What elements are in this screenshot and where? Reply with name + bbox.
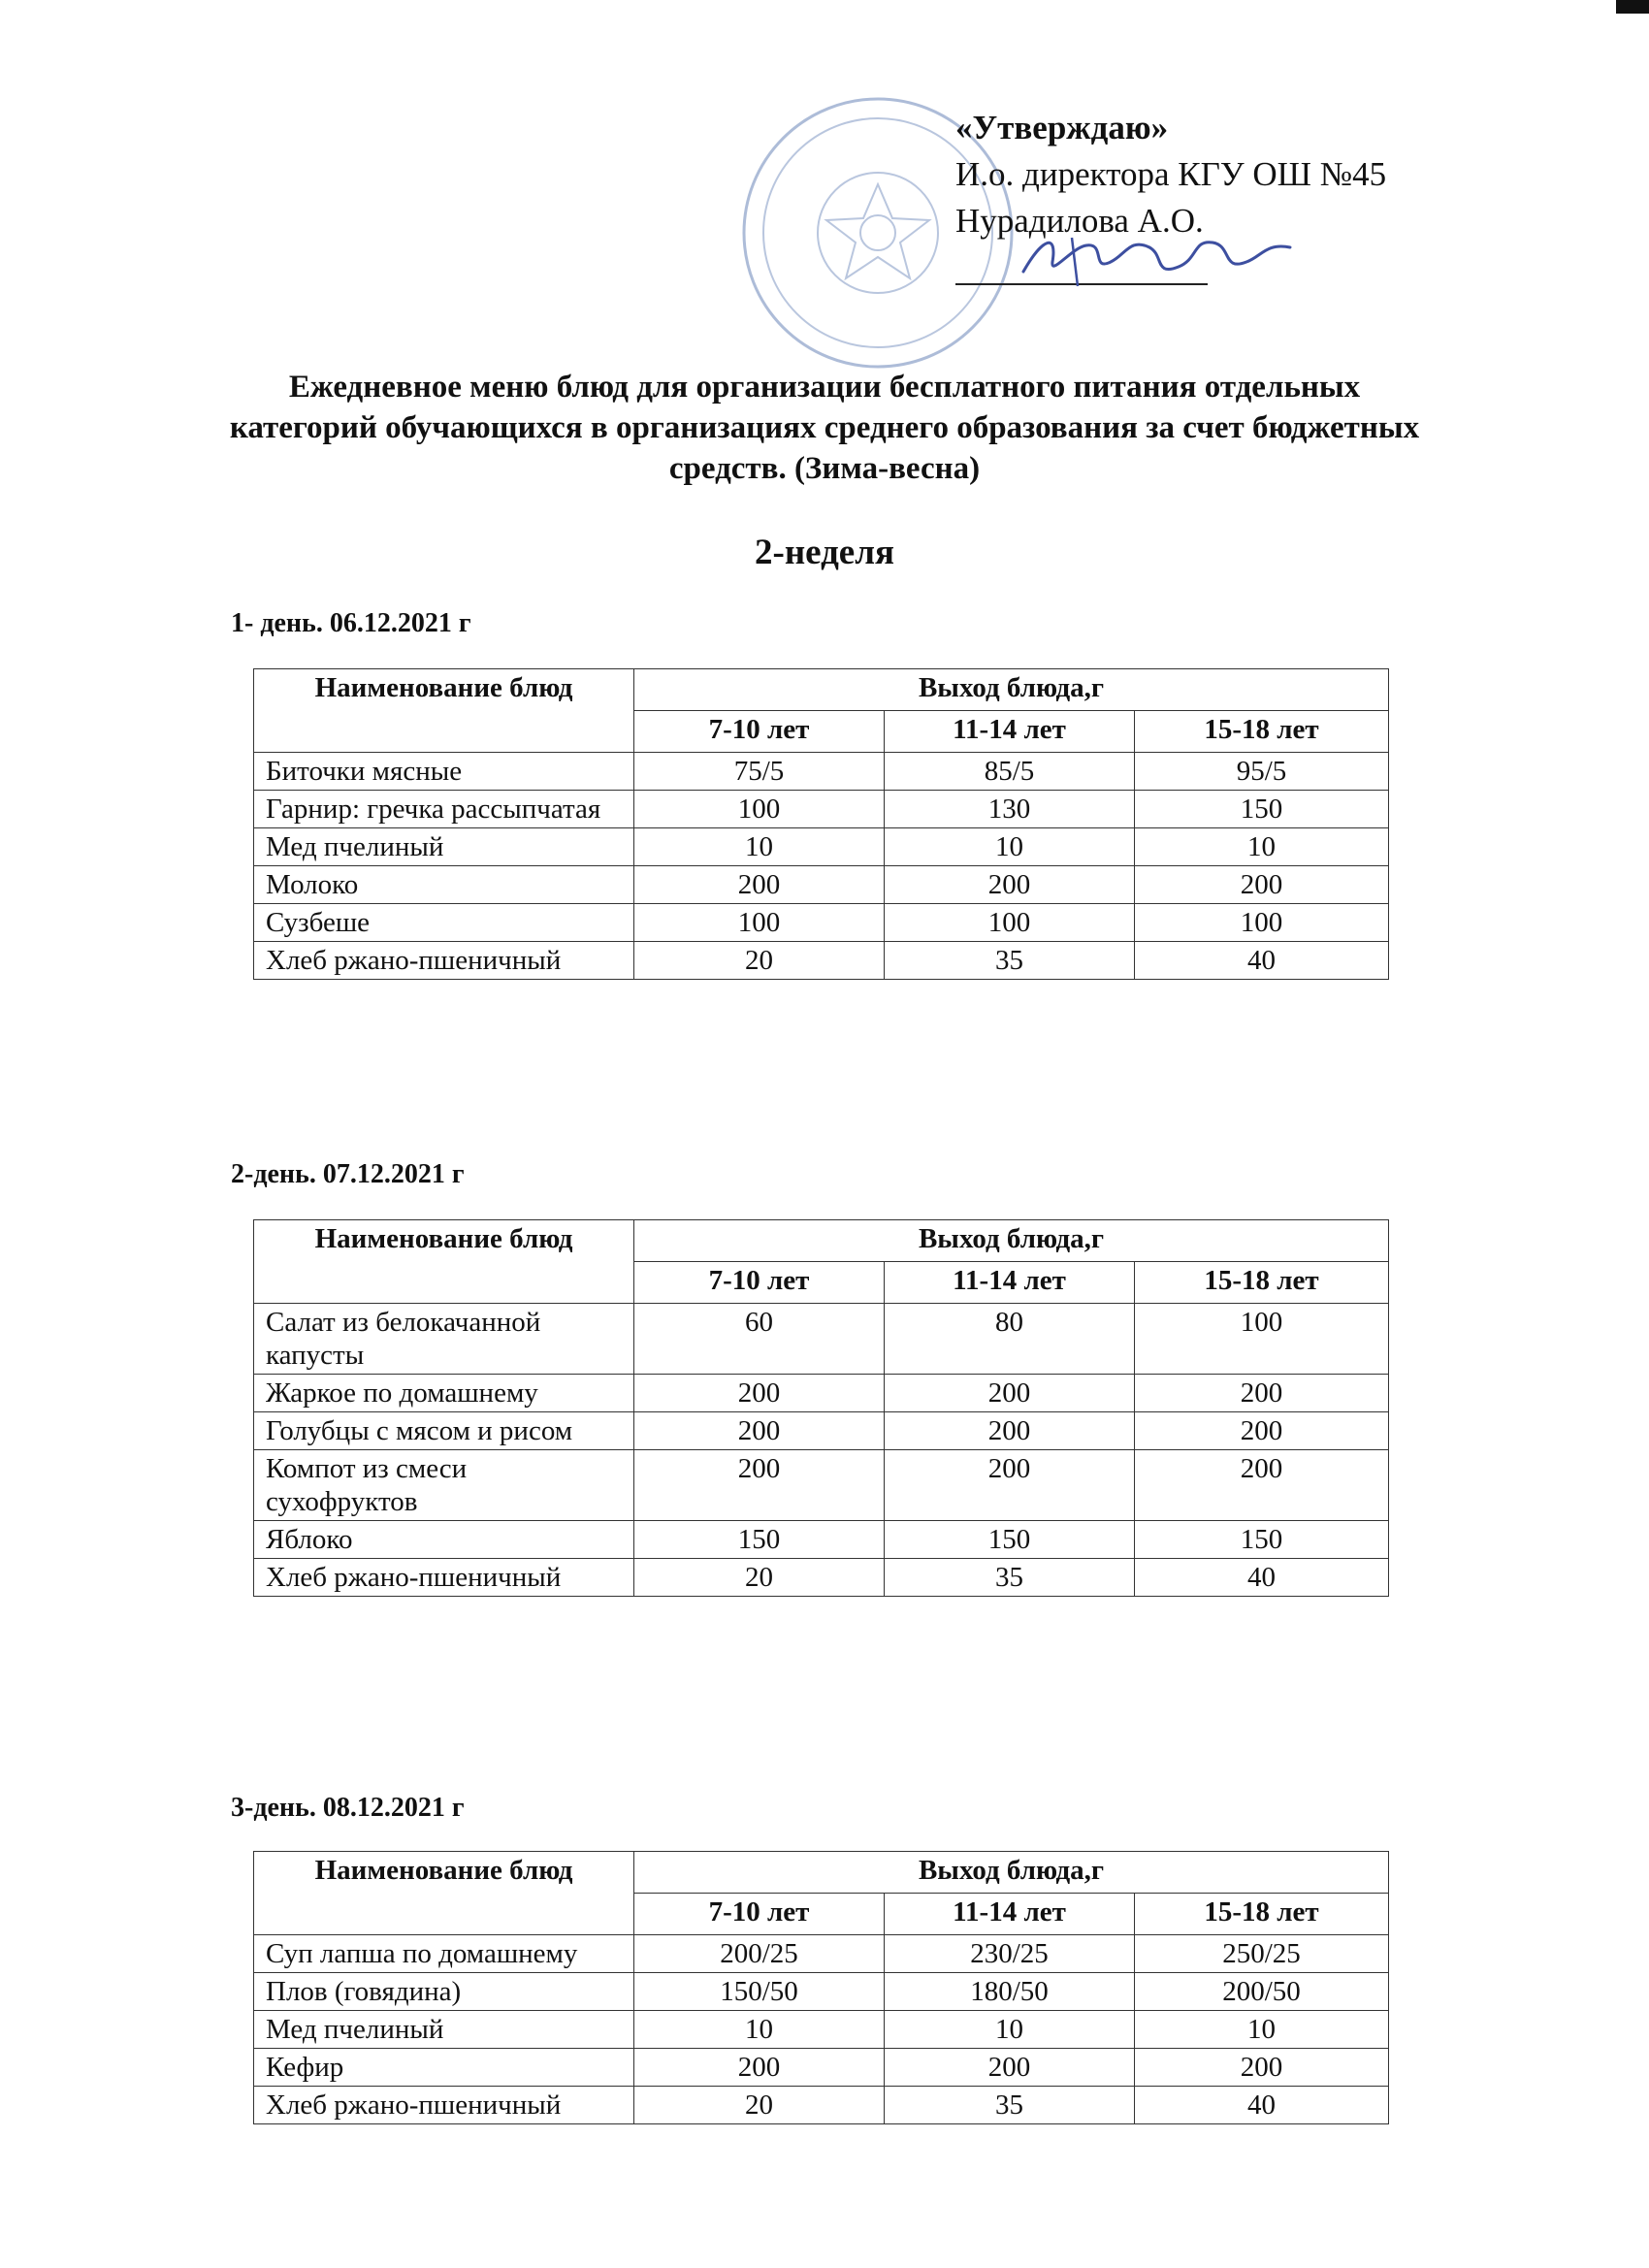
portion-15-18: 40 <box>1135 2087 1389 2124</box>
column-header-age-11-14: 11-14 лет <box>885 711 1135 753</box>
table-row <box>254 2087 1389 2124</box>
portion-11-14: 200 <box>885 1412 1135 1450</box>
portion-7-10: 75/5 <box>634 753 885 791</box>
portion-15-18: 10 <box>1135 2011 1389 2049</box>
scan-edge-mark <box>1616 0 1649 14</box>
portion-15-18: 40 <box>1135 1559 1389 1597</box>
column-header-output: Выход блюда,г <box>634 669 1389 711</box>
portion-15-18: 200 <box>1135 1450 1389 1521</box>
portion-15-18: 200/50 <box>1135 1973 1389 2011</box>
portion-11-14: 200 <box>885 866 1135 904</box>
table-row <box>254 2049 1389 2087</box>
table-row <box>254 1935 1389 1973</box>
dish-name: Жаркое по домашнему <box>254 1375 634 1412</box>
portion-7-10: 200 <box>634 1412 885 1450</box>
dish-name: Гарнир: гречка рассыпчатая <box>254 791 634 828</box>
portion-15-18: 40 <box>1135 942 1389 980</box>
portion-7-10: 100 <box>634 791 885 828</box>
dish-name: Плов (говядина) <box>254 1973 634 2011</box>
portion-11-14: 35 <box>885 2087 1135 2124</box>
portion-7-10: 20 <box>634 2087 885 2124</box>
portion-11-14: 200 <box>885 1375 1135 1412</box>
approval-title: «Утверждаю» <box>955 109 1169 146</box>
approval-name: Нурадилова А.О. <box>955 202 1204 240</box>
document-heading: Ежедневное меню блюд для организации бесплатного питания отдельных категорий обучающихся в организациях среднего образования за счет бюджетных средств. (Зима-весна) <box>229 370 1420 486</box>
table-row <box>254 1521 1389 1559</box>
dish-name: Хлеб ржано-пшеничный <box>254 942 634 980</box>
portion-11-14: 10 <box>885 828 1135 866</box>
column-header-age-11-14: 11-14 лет <box>885 1894 1135 1935</box>
handwritten-signature-icon <box>1014 218 1305 296</box>
portion-11-14: 100 <box>885 904 1135 942</box>
portion-15-18: 250/25 <box>1135 1935 1389 1973</box>
portion-11-14: 10 <box>885 2011 1135 2049</box>
table-row <box>254 866 1389 904</box>
portion-15-18: 200 <box>1135 866 1389 904</box>
column-header-age-15-18: 15-18 лет <box>1135 1262 1389 1304</box>
column-header-output: Выход блюда,г <box>634 1220 1389 1262</box>
portion-15-18: 200 <box>1135 2049 1389 2087</box>
portion-7-10: 10 <box>634 828 885 866</box>
dish-name: Салат из белокачанной капусты <box>254 1304 634 1375</box>
column-header-age-7-10: 7-10 лет <box>634 1894 885 1935</box>
portion-15-18: 150 <box>1135 791 1389 828</box>
portion-15-18: 95/5 <box>1135 753 1389 791</box>
column-header-output: Выход блюда,г <box>634 1852 1389 1894</box>
portion-7-10: 20 <box>634 1559 885 1597</box>
table-row <box>254 1450 1389 1521</box>
dish-name: Хлеб ржано-пшеничный <box>254 1559 634 1597</box>
portion-15-18: 100 <box>1135 1304 1389 1375</box>
portion-11-14: 35 <box>885 942 1135 980</box>
portion-7-10: 200 <box>634 866 885 904</box>
table-row <box>254 753 1389 791</box>
column-header-name: Наименование блюд <box>254 669 634 753</box>
portion-11-14: 35 <box>885 1559 1135 1597</box>
day-3-title: 3-день. 08.12.2021 г <box>231 1793 465 1823</box>
dish-name: Мед пчелиный <box>254 2011 634 2049</box>
dish-name: Яблоко <box>254 1521 634 1559</box>
portion-7-10: 10 <box>634 2011 885 2049</box>
table-row <box>254 1375 1389 1412</box>
approval-position: И.о. директора КГУ ОШ №45 <box>955 155 1387 193</box>
portion-11-14: 150 <box>885 1521 1135 1559</box>
dish-name: Хлеб ржано-пшеничный <box>254 2087 634 2124</box>
table-row <box>254 791 1389 828</box>
dish-name: Компот из смеси сухофруктов <box>254 1450 634 1521</box>
day-2-menu-table <box>253 1219 1389 1597</box>
dish-name: Кефир <box>254 2049 634 2087</box>
column-header-name: Наименование блюд <box>254 1852 634 1935</box>
day-3-menu-table <box>253 1851 1389 2124</box>
table-row <box>254 2011 1389 2049</box>
portion-15-18: 10 <box>1135 828 1389 866</box>
dish-name: Молоко <box>254 866 634 904</box>
dish-name: Голубцы с мясом и рисом <box>254 1412 634 1450</box>
table-row <box>254 1304 1389 1375</box>
portion-7-10: 200/25 <box>634 1935 885 1973</box>
table-row <box>254 1559 1389 1597</box>
portion-15-18: 200 <box>1135 1375 1389 1412</box>
dish-name: Сузбеше <box>254 904 634 942</box>
day-1-menu-table <box>253 668 1389 980</box>
portion-7-10: 100 <box>634 904 885 942</box>
day-1-title: 1- день. 06.12.2021 г <box>231 608 471 638</box>
portion-11-14: 180/50 <box>885 1973 1135 2011</box>
column-header-age-7-10: 7-10 лет <box>634 711 885 753</box>
portion-11-14: 80 <box>885 1304 1135 1375</box>
portion-15-18: 150 <box>1135 1521 1389 1559</box>
portion-7-10: 20 <box>634 942 885 980</box>
column-header-age-15-18: 15-18 лет <box>1135 711 1389 753</box>
portion-11-14: 85/5 <box>885 753 1135 791</box>
portion-7-10: 200 <box>634 1450 885 1521</box>
column-header-age-11-14: 11-14 лет <box>885 1262 1135 1304</box>
portion-7-10: 150 <box>634 1521 885 1559</box>
portion-11-14: 200 <box>885 2049 1135 2087</box>
dish-name: Биточки мясные <box>254 753 634 791</box>
portion-15-18: 200 <box>1135 1412 1389 1450</box>
portion-7-10: 200 <box>634 1375 885 1412</box>
portion-11-14: 200 <box>885 1450 1135 1521</box>
dish-name: Мед пчелиный <box>254 828 634 866</box>
table-row <box>254 1973 1389 2011</box>
table-row <box>254 942 1389 980</box>
column-header-age-7-10: 7-10 лет <box>634 1262 885 1304</box>
week-label: 2-неделя <box>755 533 894 572</box>
dish-name: Суп лапша по домашнему <box>254 1935 634 1973</box>
portion-7-10: 60 <box>634 1304 885 1375</box>
portion-7-10: 150/50 <box>634 1973 885 2011</box>
column-header-age-15-18: 15-18 лет <box>1135 1894 1389 1935</box>
portion-7-10: 200 <box>634 2049 885 2087</box>
table-row <box>254 1412 1389 1450</box>
portion-11-14: 130 <box>885 791 1135 828</box>
table-row <box>254 904 1389 942</box>
column-header-name: Наименование блюд <box>254 1220 634 1304</box>
table-row <box>254 828 1389 866</box>
portion-11-14: 230/25 <box>885 1935 1135 1973</box>
portion-15-18: 100 <box>1135 904 1389 942</box>
day-2-title: 2-день. 07.12.2021 г <box>231 1159 465 1189</box>
